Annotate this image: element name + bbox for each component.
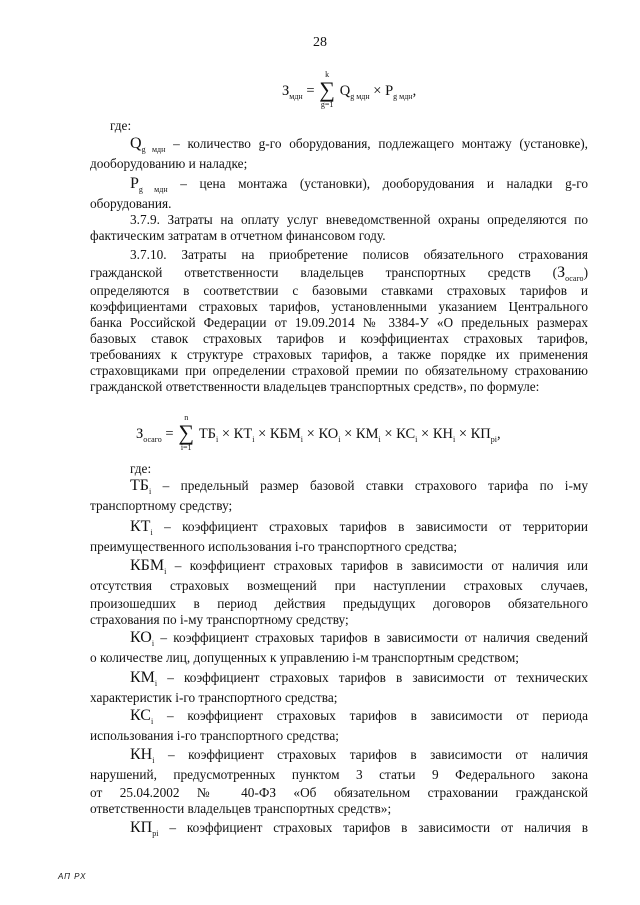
definition-ko: $КО_i$ – коэффициент страховых тарифов в зависимости от наличия сведений — [130, 629, 588, 649]
formula-term-p: $P_{g мдн}$ — [385, 83, 413, 101]
definition-tb: $ТБ_i$ – предельный размер базовой ставки страхового тарифа по i-му — [130, 477, 588, 497]
formula-term: $КТ_i$ — [233, 426, 255, 444]
definition-tb-cont: транспортному средству; — [90, 498, 233, 513]
formula-term: $ТБ_i$ — [198, 426, 219, 444]
page-number: 28 — [313, 35, 327, 50]
definition-kbm-line3: произошедших в период действия предыдущих договоров обязательного — [90, 596, 588, 611]
formula-term: $КН_i$ — [432, 426, 456, 444]
paragraph-3710-line9: гражданской ответственности владельцев транспортных средств», по формуле: — [90, 379, 540, 394]
paragraph-3710-line5: банка Российской Федерации от 19.09.2014 № 3384-У «О предельных размерах — [90, 315, 588, 330]
formula-term-q: $Q_{g мдн}$ — [339, 83, 370, 101]
definition-km-cont: характеристик i-го транспортного средства; — [90, 690, 338, 705]
formula-term: $КП_{pi}$ — [470, 426, 498, 444]
formula-osago: $З_{осаго}$ = n ∑ i=1 $ТБ_i \times КТ_i \times КБМ_i \times КО_i \times КМ_i \times КС_i \times КН_i \times КП_{pi}$, — [136, 413, 501, 452]
equals-sign: = — [306, 83, 315, 99]
definition-kn-line4: ответственности владельцев транспортных средств»; — [90, 801, 392, 816]
where-label: где: — [130, 461, 152, 476]
definition-kp: $КП_{pi}$ – коэффициент страховых тарифов в зависимости от наличия в — [130, 819, 588, 839]
definition-kbm-line4: страхования по i-му транспортному средству; — [90, 612, 349, 627]
q-definition-cont: дооборудованию и наладке; — [90, 156, 248, 171]
q-definition: $Q_{g мдн}$ – количество g-го оборудования, подлежащего монтажу (установке), — [130, 135, 589, 155]
paragraph-3710: 3.7.10. Затраты на приобретение полисов обязательного страхования — [130, 247, 588, 262]
paragraph-3710-line2: гражданской ответственности владельцев транспортных средств $(З_{осаго})$ — [90, 264, 588, 284]
definition-kt: $КТ_i$ – коэффициент страховых тарифов в зависимости от территории — [130, 518, 588, 538]
paragraph-379-cont: фактическим затратам в отчетном финансовом году. — [90, 228, 386, 243]
definition-kn-line2: нарушений, предусмотренных пунктом 3 статьи 9 Федерального закона — [90, 767, 588, 782]
times-sign: × — [458, 426, 468, 442]
footer-mark: АП РХ — [58, 872, 87, 881]
paragraph-3710-line8: страховщиками при определении страховой премии по обязательному страхованию — [90, 363, 588, 378]
definition-kn: $КН_i$ – коэффициент страховых тарифов в зависимости от наличия — [130, 746, 589, 766]
paragraph-3710-line7: требованиях к структуре страховых тарифов, а также порядке их применения — [90, 347, 588, 362]
p-definition-cont: оборудования. — [90, 196, 172, 211]
definition-kt-cont: преимущественного использования i-го транспортного средства; — [90, 539, 458, 554]
times-sign: × — [221, 426, 231, 442]
definition-ks-cont: использования i-го транспортного средства; — [90, 728, 339, 743]
times-sign: × — [258, 426, 267, 442]
definition-km: $КМ_i$ – коэффициент страховых тарифов в зависимости от технических — [130, 669, 589, 689]
formula-term: $КС_i$ — [396, 426, 418, 444]
where-label: где: — [110, 118, 132, 133]
sum-sign: k ∑ g=1 — [319, 70, 335, 109]
times-sign: × — [421, 426, 430, 442]
definition-ko-cont: о количестве лиц, допущенных к управлению i-м транспортным средством; — [90, 650, 519, 665]
times-sign: × — [384, 426, 393, 442]
sum-sign: n ∑ i=1 — [178, 413, 195, 452]
equals-sign: = — [165, 426, 174, 442]
formula-term: $КМ_i$ — [355, 426, 381, 444]
paragraph-3710-line6: базовых ставок страховых тарифов и коэффициентах страховых тарифов, — [90, 331, 588, 346]
paragraph-379: 3.7.9. Затраты на оплату услуг вневедомственной охраны определяются по — [130, 212, 588, 227]
definition-kbm-line2: отсутствия страховых возмещений при наступлении страховых случаев, — [90, 578, 588, 593]
formula-mdn: $З_{мдн}$ = k ∑ g=1 $Q_{g мдн} \times P_{g мдн}$, — [282, 70, 417, 109]
paragraph-3710-line4: коэффициентами страховых тарифов, установленными указанием Центрального — [90, 299, 588, 314]
formula-term: $КБМ_i$ — [269, 426, 303, 444]
p-definition: $P_{g мдн}$ – цена монтажа (установки), дооборудования и наладки g-го — [130, 175, 588, 195]
formula-term: $КО_i$ — [318, 426, 341, 444]
times-sign: × — [344, 426, 353, 442]
formula-lhs: $З_{осаго}$ — [136, 426, 162, 444]
paragraph-3710-line3: определяются в соответствии с базовыми ставками страховых тарифов и — [90, 283, 588, 298]
definition-kbm: $КБМ_i$ – коэффициент страховых тарифов в зависимости от наличия или — [130, 557, 588, 577]
times-sign: × — [306, 426, 315, 442]
formula-lhs: $З_{мдн}$ — [282, 83, 303, 101]
definition-kn-line3: от 25.04.2002 № 40-ФЗ «Об обязательном страховании гражданской — [90, 785, 588, 800]
times-sign: × — [373, 83, 382, 99]
definition-ks: $КС_i$ – коэффициент страховых тарифов в зависимости от периода — [130, 707, 589, 727]
